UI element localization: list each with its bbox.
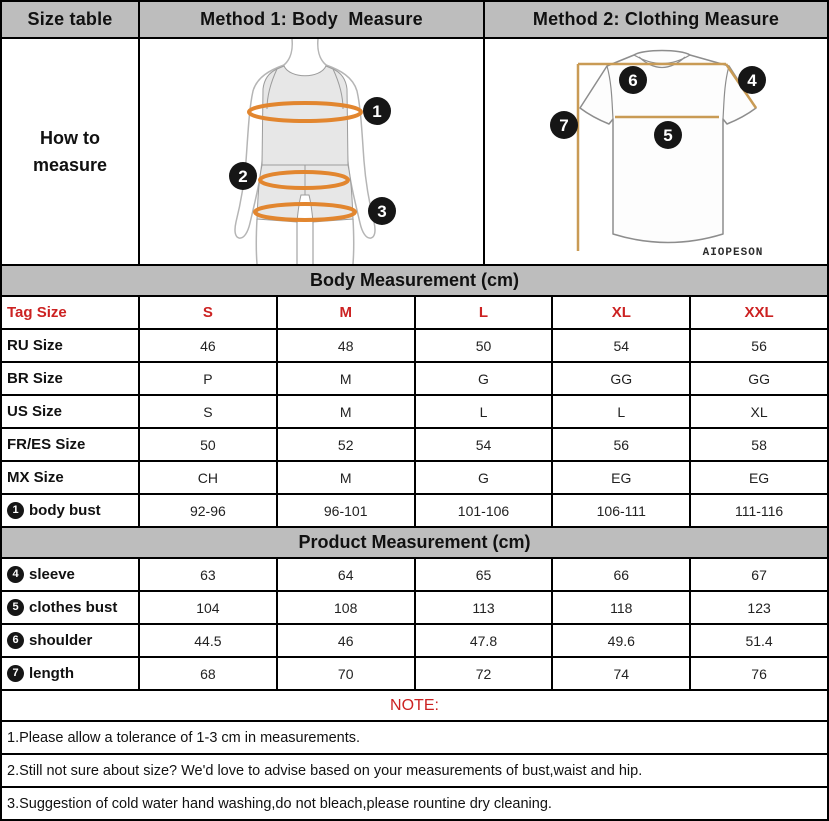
- row-label: MX Size: [2, 462, 138, 493]
- table-row: [2, 495, 827, 526]
- body-measurement-title: Body Measurement (cm): [2, 266, 827, 295]
- marker-7-number: 7: [559, 116, 569, 135]
- table-cell: 96-101: [278, 495, 414, 526]
- size-col-l: L: [416, 297, 552, 328]
- table-cell: XL: [691, 396, 827, 427]
- marker-1-number: 1: [372, 102, 382, 121]
- marker-4-number: 4: [747, 71, 757, 90]
- table-row: [2, 625, 827, 656]
- table-cell: 74: [553, 658, 689, 689]
- table-cell: GG: [553, 363, 689, 394]
- top-header-row: [2, 2, 827, 37]
- row-label: [2, 592, 138, 623]
- table-cell: 113: [416, 592, 552, 623]
- how-to-measure-label: How to measure: [2, 39, 138, 264]
- table-cell: 48: [278, 330, 414, 361]
- row-label: BR Size: [2, 363, 138, 394]
- note-item-2: 2.Still not sure about size? We'd love to advise based on your measurements of bust,waist and hip.: [2, 755, 827, 786]
- table-cell: 47.8: [416, 625, 552, 656]
- size-col-s: S: [140, 297, 276, 328]
- table-row: [2, 592, 827, 623]
- row-label: RU Size: [2, 330, 138, 361]
- marker-5-number: 5: [663, 126, 673, 145]
- row-label: US Size: [2, 396, 138, 427]
- size-col-m: M: [278, 297, 414, 328]
- body-measurement-table: [2, 297, 827, 526]
- tag-size-label: Tag Size: [2, 297, 138, 328]
- product-measurement-title: Product Measurement (cm): [2, 528, 827, 557]
- tank-top: [262, 66, 348, 165]
- table-row: [2, 330, 827, 361]
- method2-header: Method 2: Clothing Measure: [485, 2, 827, 37]
- body-measure-diagram: [140, 39, 483, 264]
- table-cell: 101-106: [416, 495, 552, 526]
- table-cell: M: [278, 462, 414, 493]
- table-cell: 111-116: [691, 495, 827, 526]
- table-cell: G: [416, 462, 552, 493]
- product-measurement-table: [2, 559, 827, 689]
- table-cell: 50: [416, 330, 552, 361]
- row-label-text: shoulder: [29, 632, 93, 649]
- row-label-text: sleeve: [29, 566, 75, 583]
- table-cell: CH: [140, 462, 276, 493]
- size-col-xl: XL: [553, 297, 689, 328]
- table-cell: 104: [140, 592, 276, 623]
- diagram-row: [2, 39, 827, 264]
- row-label: [2, 658, 138, 689]
- table-cell: L: [416, 396, 552, 427]
- brand-text: AIOPESON: [702, 247, 764, 259]
- row-label-text: length: [29, 665, 74, 682]
- table-cell: 63: [140, 559, 276, 590]
- table-cell: M: [278, 363, 414, 394]
- table-cell: GG: [691, 363, 827, 394]
- table-cell: 67: [691, 559, 827, 590]
- table-cell: EG: [691, 462, 827, 493]
- table-row: [2, 297, 827, 328]
- table-row: [2, 658, 827, 689]
- table-cell: 50: [140, 429, 276, 460]
- table-row: [2, 429, 827, 460]
- table-cell: 56: [553, 429, 689, 460]
- note-item-1: 1.Please allow a tolerance of 1-3 cm in measurements.: [2, 722, 827, 753]
- marker-2-number: 2: [238, 167, 248, 186]
- size-col-xxl: XXL: [691, 297, 827, 328]
- table-cell: 76: [691, 658, 827, 689]
- table-cell: 106-111: [553, 495, 689, 526]
- row-label: [2, 625, 138, 656]
- table-cell: G: [416, 363, 552, 394]
- table-cell: 56: [691, 330, 827, 361]
- table-cell: 68: [140, 658, 276, 689]
- table-cell: 92-96: [140, 495, 276, 526]
- table-cell: 52: [278, 429, 414, 460]
- table-cell: 44.5: [140, 625, 276, 656]
- table-cell: 66: [553, 559, 689, 590]
- table-cell: 46: [278, 625, 414, 656]
- table-cell: 54: [416, 429, 552, 460]
- body-figure-illustration: [140, 39, 483, 264]
- marker-3-number: 3: [377, 202, 387, 221]
- table-cell: 54: [553, 330, 689, 361]
- table-cell: P: [140, 363, 276, 394]
- circled-6-icon: 6: [7, 632, 24, 649]
- note-title: NOTE:: [2, 691, 827, 720]
- table-cell: EG: [553, 462, 689, 493]
- table-cell: 118: [553, 592, 689, 623]
- marker-6-number: 6: [628, 71, 638, 90]
- size-table-header: Size table: [2, 2, 138, 37]
- table-cell: 70: [278, 658, 414, 689]
- tshirt-illustration: [485, 39, 827, 264]
- table-cell: 49.6: [553, 625, 689, 656]
- clothing-measure-diagram: [485, 39, 827, 264]
- table-cell: 123: [691, 592, 827, 623]
- row-label-text: clothes bust: [29, 599, 118, 616]
- table-cell: 58: [691, 429, 827, 460]
- circled-4-icon: 4: [7, 566, 24, 583]
- table-cell: S: [140, 396, 276, 427]
- table-cell: 108: [278, 592, 414, 623]
- row-label: [2, 495, 138, 526]
- method1-header: Method 1: Body Measure: [140, 2, 483, 37]
- table-row: [2, 396, 827, 427]
- table-row: [2, 462, 827, 493]
- table-cell: 51.4: [691, 625, 827, 656]
- circled-1-icon: 1: [7, 502, 24, 519]
- table-cell: M: [278, 396, 414, 427]
- row-label: FR/ES Size: [2, 429, 138, 460]
- table-row: [2, 363, 827, 394]
- row-label: [2, 559, 138, 590]
- table-cell: 65: [416, 559, 552, 590]
- table-cell: 72: [416, 658, 552, 689]
- circled-5-icon: 5: [7, 599, 24, 616]
- note-item-3: 3.Suggestion of cold water hand washing,do not bleach,please rountine dry cleaning.: [2, 788, 827, 819]
- table-cell: 64: [278, 559, 414, 590]
- row-label-text: body bust: [29, 502, 101, 519]
- circled-7-icon: 7: [7, 665, 24, 682]
- table-cell: 46: [140, 330, 276, 361]
- table-row: [2, 559, 827, 590]
- table-cell: L: [553, 396, 689, 427]
